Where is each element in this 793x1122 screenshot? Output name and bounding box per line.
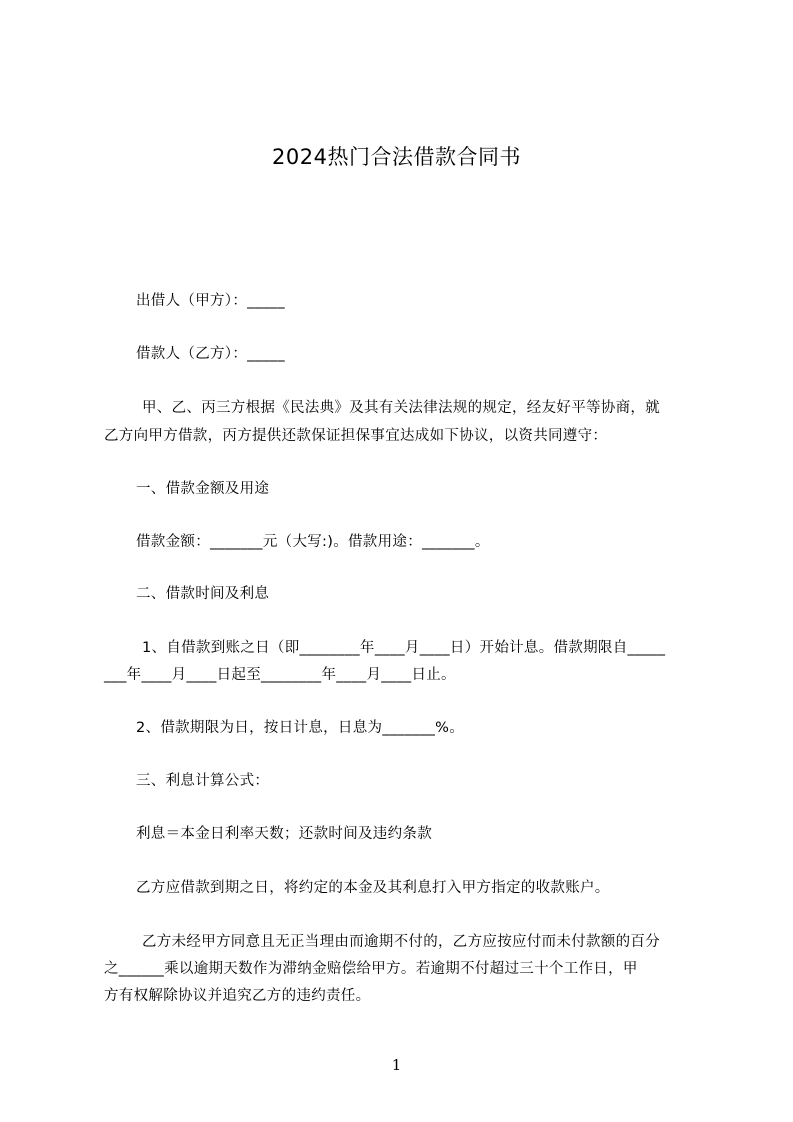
daily-interest-line: 2、借款期限为日，按日计息，日息为_______%。 — [136, 720, 465, 736]
interest-formula-line: 利息＝本金日利率天数；还款时间及违约条款 — [136, 826, 432, 842]
section-2-heading: 二、借款时间及利息 — [136, 586, 270, 602]
repayment-clause: 乙方应借款到期之日，将约定的本金及其利息打入甲方指定的收款账户。 — [136, 880, 610, 896]
section-3-heading: 三、利息计算公式： — [136, 773, 270, 789]
document-title: 2024热门合法借款合同书 — [272, 145, 521, 169]
page-number: 1 — [391, 1056, 402, 1074]
loan-term-line-1: 1、自借款到账之日（即________年____月____日）开始计息。借款期限自_____ — [142, 640, 666, 656]
overdue-clause-line-2: 之______乘以逾期天数作为滞纳金赔偿给甲方。若逾期不付超过三十个工作日，甲 — [104, 961, 638, 977]
loan-term-line-2: ___年____月____日起至________年____月____日止。 — [104, 667, 456, 683]
borrower-line: 借款人（乙方）：_____ — [136, 346, 285, 362]
section-1-heading: 一、借款金额及用途 — [136, 481, 270, 497]
intro-paragraph-line-1: 甲、乙、丙三方根据《民法典》及其有关法律法规的规定，经友好平等协商，就 — [142, 400, 660, 416]
overdue-clause-line-3: 方有权解除协议并追究乙方的违约责任。 — [104, 988, 371, 1004]
loan-amount-line: 借款金额：_______元（大写:)。借款用途：_______。 — [136, 534, 490, 550]
overdue-clause-line-1: 乙方未经甲方同意且无正当理由而逾期不付的，乙方应按应付而未付款额的百分 — [142, 934, 660, 950]
intro-paragraph-line-2: 乙方向甲方借款，丙方提供还款保证担保事宜达成如下协议，以资共同遵守： — [104, 428, 608, 444]
lender-line: 出借人（甲方）：_____ — [136, 293, 285, 309]
